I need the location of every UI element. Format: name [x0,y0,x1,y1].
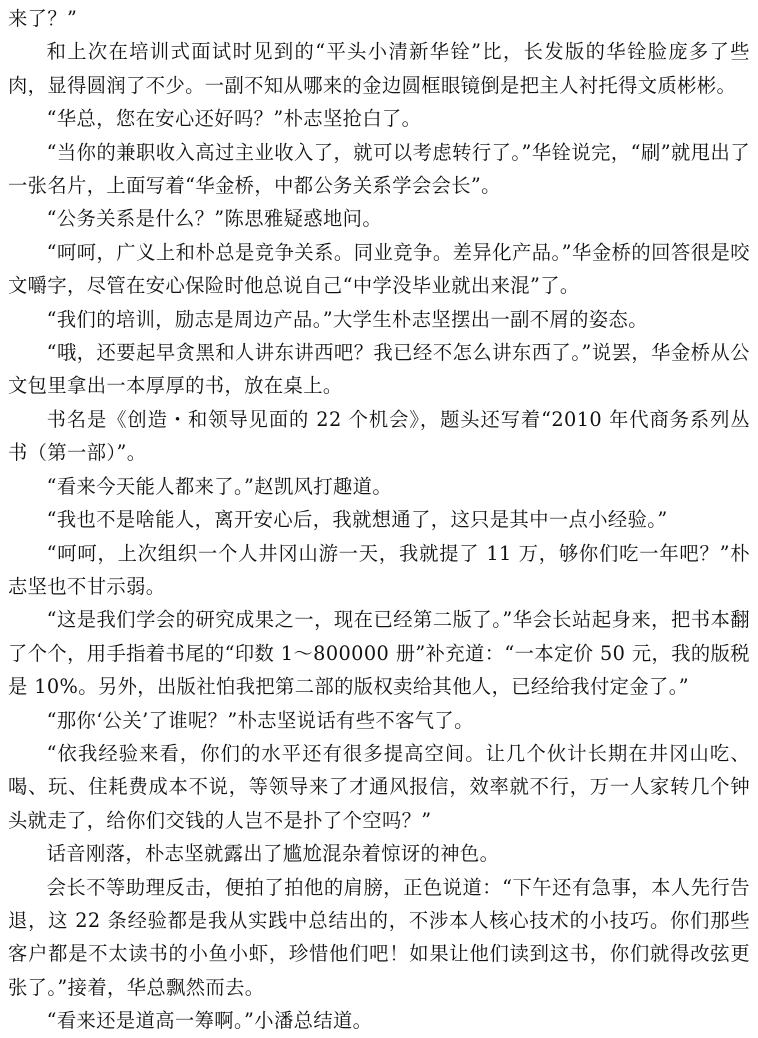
paragraph: “看来今天能人都来了。”赵凯风打趣道。 [46,474,393,498]
paragraph: “依我经验来看，你们的水平还有很多提高空间。让几个伙计长期在井冈山吃、喝、玩、住耗费成本不说，等领导来了才通风报信，效率就不行，万一人家转几个钟头就走了，给你们交钱的人岂不是扑了个空吗？” [8,741,750,832]
paragraph: 和上次在培训式面试时见到的“平头小清新华铨”比，长发版的华铨脸庞多了些肉，显得圆润了不少。一副不知从哪来的金边圆框眼镜倒是把主人衬托得文质彬彬。 [8,40,750,97]
paragraph: “呵呵，上次组织一个人井冈山游一天，我就提了 11 万，够你们吃一年吧？”朴志坚也不甘示弱。 [8,541,750,598]
paragraph: “公务关系是什么？”陈思雅疑惑地问。 [46,207,383,231]
paragraph: 话音刚落，朴志坚就露出了尴尬混杂着惊讶的神色。 [46,842,500,866]
paragraph: “我们的培训，励志是周边产品。”大学生朴志坚摆出一副不屑的姿态。 [46,307,648,331]
paragraph: “我也不是啥能人，离开安心后，我就想通了，这只是其中一点小经验。” [46,508,668,532]
paragraph: “呵呵，广义上和朴总是竞争关系。同业竞争。差异化产品。”华金桥的回答很是咬文嚼字，尽管在安心保险时他总说自己“中学没毕业就出来混”了。 [8,240,750,298]
paragraph: “哦，还要起早贪黑和人讲东讲西吧？我已经不怎么讲东西了。”说罢，华金桥从公文包里拿出一本厚厚的书，放在桌上。 [8,341,750,398]
paragraph: 书名是《创造・和领导见面的 22 个机会》，题头还写着“2010 年代商务系列丛书（第一部）”。 [8,407,750,465]
paragraph: “华总，您在安心还好吗？”朴志坚抢白了。 [46,107,422,131]
paragraph: “当你的兼职收入高过主业收入了，就可以考虑转行了。”华铨说完，“刷”就甩出了一张名片，上面写着“华金桥，中都公务关系学会会长”。 [8,140,750,198]
paragraph: 来了？” [8,7,78,30]
paragraph: “那你‘公关’了谁呢？”朴志坚说话有些不客气了。 [46,708,474,732]
paragraph: “看来还是道高一筹啊。”小潘总结道。 [46,1009,373,1033]
document-page [8,2,750,1038]
paragraph: 会长不等助理反击，便拍了拍他的肩膀，正色说道：“下午还有急事，本人先行告退，这 22 条经验都是我从实践中总结出的，不涉本人核心技术的小技巧。你们那些客户都是不太读书的小鱼小虾，珍惜他们吧！如果让他们读到这书，你们就得改弦更张了。”接着，华总飘然而去。 [8,875,750,999]
paragraph: “这是我们学会的研究成果之一，现在已经第二版了。”华会长站起身来，把书本翻了个个，用手指着书尾的“印数 1～800000 册”补充道：“一本定价 50 元，我的版税是 10%。另外，出版社怕我把第二部的版权卖给其他人，已经给我付定金了。” [8,608,750,699]
